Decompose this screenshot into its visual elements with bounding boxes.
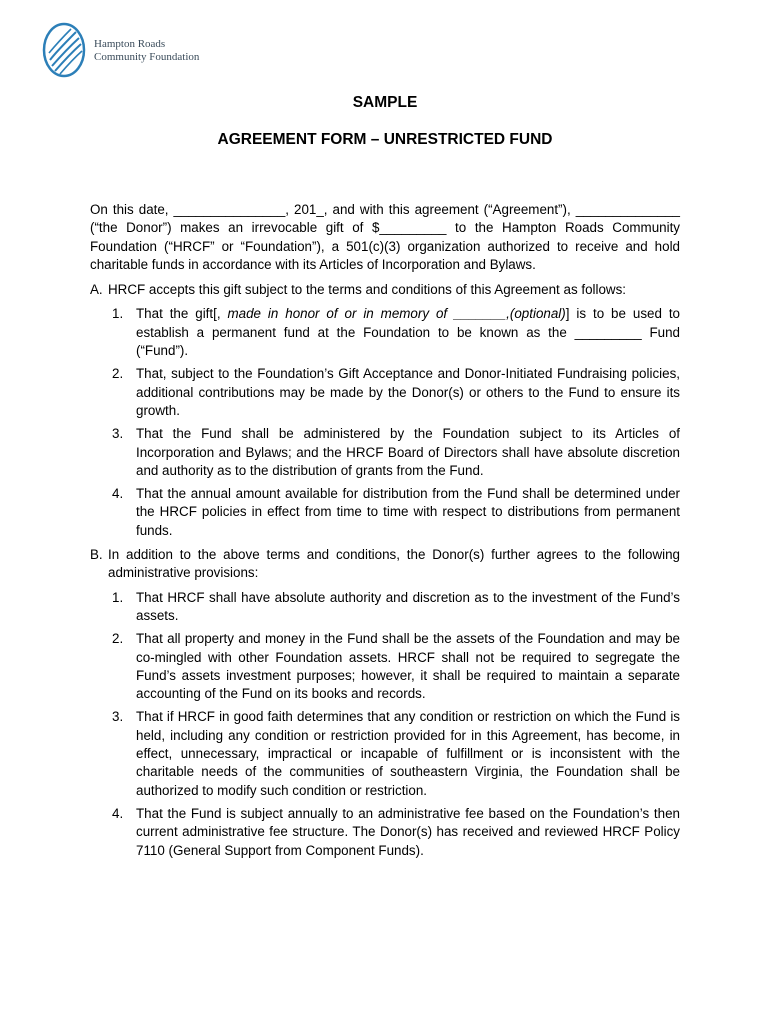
item-text: That the Fund is subject annually to an administrative fee based on the Foundation’s then current administrative fee structure. The Donor(s) has received and reviewed HRCF Policy 7110 (General Support from Component Funds). [136,805,680,858]
section-a-item-2 [108,365,680,420]
section-a-item-4 [108,485,680,540]
list-number: 2. [112,366,124,382]
item-text: That the annual amount available for distribution from the Fund shall be determined under the HRCF policies in effect from time to time with respect to distributions from permanent funds. [136,486,680,538]
section-a-item-1 [108,305,680,360]
section-b [90,546,680,860]
document-body [90,201,680,860]
section-b-item-2 [108,630,680,703]
intro-paragraph: On this date, _______________, 201_, and with this agreement (“Agreement”), ______________ (“the Donor”) makes an irrevocable gift of $_________ to the Hampton Roads Community Foundation (“HRCF” or “Foundation”), a 501(c)(3) organization authorized to receive and hold charitable funds in accordance with its Articles of Incorporation and Bylaws. [90,202,680,272]
section-a-item-3 [108,425,680,480]
foundation-logo [42,22,242,82]
list-number: 1. [112,589,124,605]
item-text-italic: made in honor of or in memory of _______,(optional) [227,306,566,322]
item-text: That all property and money in the Fund shall be the assets of the Foundation and may be co-mingled with other Foundation assets. HRCF shall not be required to segregate the Fund’s assets investment purposes; however, it shall be required to maintain a separate accounting of the Fund on its books and records. [136,631,680,702]
item-text-pre: That the gift[, [136,306,228,322]
list-number: 2. [112,631,124,647]
page-title: SAMPLE [352,94,418,111]
section-b-item-3 [108,708,680,799]
page-subtitle: AGREEMENT FORM – UNRESTRICTED FUND [217,131,553,148]
section-a [90,281,680,540]
item-text: That if HRCF in good faith determines that any condition or restriction on which the Fund is held, including any condition or restriction provided for in this Agreement, has become, in effect, unnecessary, impractical or incapable of fulfillment or is inconsistent with the charitable needs of the communities of southeastern Virginia, the Foundation shall be authorized to modify such condition or restriction. [136,709,680,798]
section-b-item-1 [108,589,680,626]
list-number: 3. [112,709,124,725]
section-a-label: A. [90,282,103,298]
section-b-item-4 [108,805,680,860]
section-a-text: HRCF accepts this gift subject to the terms and conditions of this Agreement as follows: [108,282,627,298]
list-number: 1. [112,306,124,322]
section-b-list [108,589,680,860]
logo-line-1: Hampton Roads [94,38,166,50]
list-number: 4. [112,805,124,821]
list-number: 3. [112,426,124,442]
foundation-logo-icon [42,22,90,80]
section-b-label: B. [90,547,103,563]
section-b-text: In addition to the above terms and conditions, the Donor(s) further agrees to the following administrative provisions: [108,547,680,581]
item-text: That, subject to the Foundation’s Gift Acceptance and Donor-Initiated Fundraising policies, additional contributions may be made by the Donor(s) or others to the Fund to ensure its growth. [136,366,680,418]
logo-line-2: Community Foundation [94,51,200,63]
logo-text [94,38,199,64]
item-text: That HRCF shall have absolute authority and discretion as to the investment of the Fund’s assets. [136,589,680,623]
section-a-list [108,305,680,540]
list-number: 4. [112,486,124,502]
item-text-post: ] is to be used to establish a permanent fund at the Foundation to be known as the _________ Fund (“Fund”). [136,306,680,359]
item-text: That the Fund shall be administered by the Foundation subject to its Articles of Incorporation and Bylaws; and the HRCF Board of Directors shall have absolute discretion and authority as to the distribution of grants from the Fund. [136,426,680,478]
